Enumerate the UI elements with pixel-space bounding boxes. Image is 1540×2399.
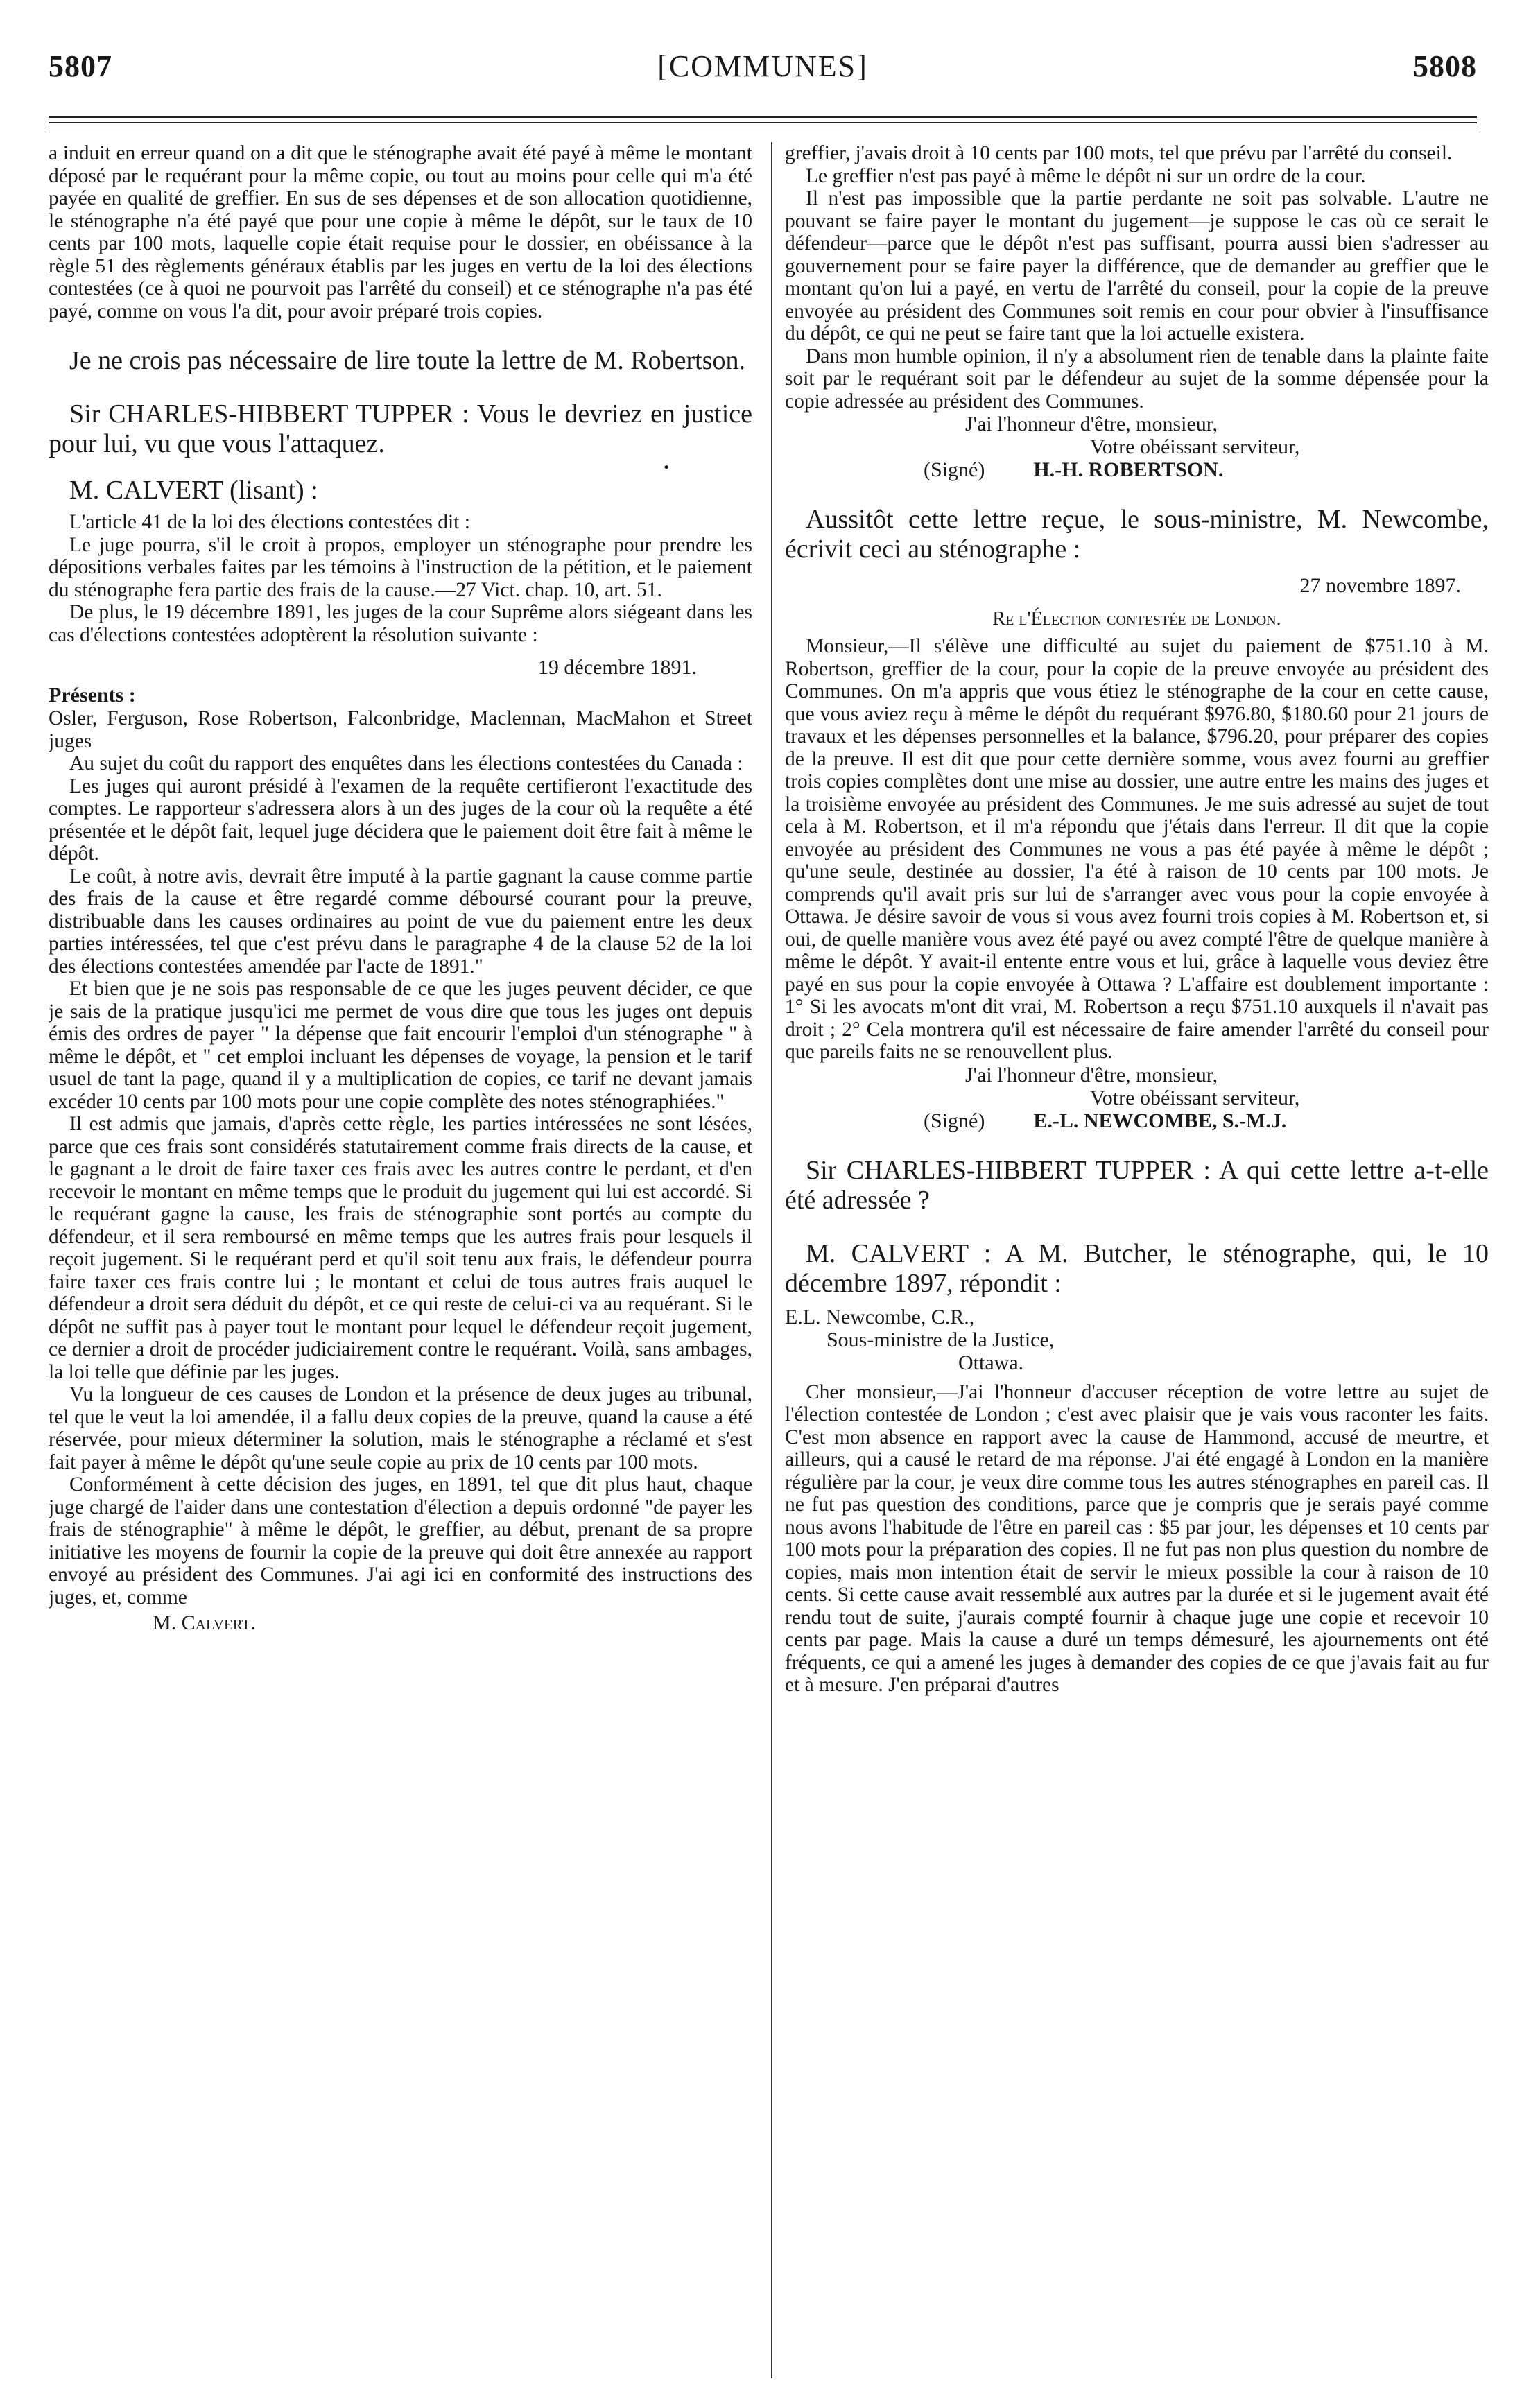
signe-label: (Signé) [924, 458, 985, 481]
paragraph: De plus, le 19 décembre 1891, les juges de la cour Suprême alors siégeant dans les cas d'élections contestées adoptèrent la résolution suivante : [49, 601, 752, 646]
left-column [49, 142, 752, 2382]
header-rule-top [49, 116, 1477, 118]
date-line: 27 novembre 1897. [1299, 574, 1461, 597]
page-number-right: 5808 [1413, 49, 1477, 83]
paragraph: Les juges qui auront présidé à l'examen de la requête certifieront l'exactitude des comptes. Le rapporteur s'adressera alors à un des juges de la cour où la requête a été présentée et le dépôt fait, lequel juge décidera que le paiement doit être fait à même le dépôt. [49, 774, 752, 865]
speech-paragraph: M. CALVERT : A M. Butcher, le sténographe, qui, le 10 décembre 1897, répondit : [785, 1238, 1489, 1298]
paragraph: a induit en erreur quand on a dit que le sténographe avait été payé à même le montant déposé par le requérant pour la même copie, ou tout au moins pour celle qui m'a été payée en qualité de greffier. En sus de ses dépenses et de son allocation quotidienne, le sténographe n'a été payé que pour une copie à même le dépôt, sur le taux de 10 cents par 100 mots, laquelle copie était requise pour le dossier, en obéissance à la règle 51 des règlements généraux établis par les juges en vertu de la loi des élections contestées (ce à quoi ne pourvoit pas l'arrêté du conseil) et ce sténographe n'a pas été payé, comme on vous l'a dit, pour avoir préparé trois copies. [49, 142, 752, 322]
closing-line: J'ai l'honneur d'être, monsieur, [965, 413, 1218, 435]
signature-name: H.-H. ROBERTSON. [1033, 458, 1224, 481]
paragraph: Au sujet du coût du rapport des enquêtes dans les élections contestées du Canada : [69, 752, 743, 774]
address-line: E.L. Newcombe, C.R., [785, 1305, 975, 1328]
speaker-line: M. CALVERT (lisant) : [69, 476, 318, 505]
speech-paragraph: Sir CHARLES-HIBBERT TUPPER : Vous le devriez en justice pour lui, vu que vous l'attaquez. [49, 399, 752, 458]
paragraph: Il est admis que jamais, d'après cette règle, les parties intéressées ne sont lésées, parce que ces frais sont considérés statutairement comme frais directs de la cause, et le gagnant a le droit de faire taxer ces frais avec les autres contre le perdant, et d'en recevoir le montant en même temps que le produit du jugement qui lui est accordé. Si le requérant gagne la cause, les frais de sténographie sont portés au compte du défendeur, et il sera remboursé en même temps que les autres frais pour lesquels il reçoit jugement. Si le requérant perd et qu'il soit tenu aux frais, le défendeur pourra faire taxer ces frais contre lui ; le montant et celui de tous autres frais auquel le défendeur a droit sera déduit du dépôt, et ce qui reste de celui-ci va au requérant. Si le dépôt ne suffit pas à payer tout le montant pour lequel le défendeur reçoit jugement, ce dernier a droit de procéder judiciairement contre le requérant. Voilà, sans ambages, la loi telle que définie par les juges. [49, 1113, 752, 1383]
right-column [785, 142, 1489, 2382]
closing-line: Votre obéissant serviteur, [1090, 1086, 1300, 1109]
paragraph: Conformément à cette décision des juges, en 1891, tel que dit plus haut, chaque juge chargé de l'aider dans une contestation d'élection a depuis ordonné "de payer les frais de sténographie" à même le dépôt, le greffier, au début, prenant de sa propre initiative les moyens de fournir la copie de la preuve qui doit être annexée au rapport envoyé au président des Communes. J'ai agi ici en conformité des instructions des juges, et, comme [49, 1473, 752, 1609]
paragraph: Cher monsieur,—J'ai l'honneur d'accuser réception de votre lettre au sujet de l'élection contestée de London ; c'est avec plaisir que je vais vous raconter les faits. C'est mon absence en rapport avec la cause de Hammond, accusé de meurtre, et ailleurs, qui a causé le retard de ma réponse. J'ai été engagé à London en la manière régulière par la cour, je veux dire comme tous les autres sténographes en pareil cas. Il ne fut pas question des conditions, parce que je compris que je serais payé comme nous avons l'habitude de l'être en pareil cas : $5 par jour, les dépenses et 10 cents par 100 mots pour la préparation des copies. Il ne fut pas non plus question du nombre de copies, mais mon intention était de servir le mieux possible la cour à raison de 10 cents. Si cette cause avait ressemblé aux autres par la durée et si le jugement avait été rendu tout de suite, j'aurais compté fournir à chaque juge une copie et recevoir 10 cents par page. Mais la cause a duré un temps démesuré, les ajournements ont été fréquents, ce qui a amené les juges à demander des copies de ce que j'avais fait au fur et à mesure. J'en préparai d'autres [785, 1380, 1489, 1696]
paragraph: Dans mon humble opinion, il n'y a absolument rien de tenable dans la plainte faite soit par le requérant soit par le défendeur au sujet de la somme dépensée pour la copie adressée au président des Communes. [785, 345, 1489, 413]
paragraph: greffier, j'avais droit à 10 cents par 100 mots, tel que prévu par l'arrêté du conseil. [785, 142, 1453, 164]
speech-paragraph: Aussitôt cette lettre reçue, le sous-ministre, M. Newcombe, écrivit ceci au sténographe : [785, 505, 1489, 564]
speech-paragraph: Je ne crois pas nécessaire de lire toute la lettre de M. Robertson. [69, 346, 745, 375]
header-rule-bottom [49, 122, 1477, 123]
signature-row [785, 458, 1489, 481]
paragraph: Le coût, à notre avis, devrait être imputé à la partie gagnant la cause comme partie des frais de la cause et être regardé comme déboursé courant pour la preuve, distribuable dans les causes ordinaires au point de vue du paiement entre les deux parties intéressées, tel que c'est prévu dans le paragraphe 4 de la clause 52 de la loi des élections contestées amendée par l'acte de 1891." [49, 865, 752, 978]
closing-line: Votre obéissant serviteur, [1090, 435, 1300, 458]
paragraph: Il n'est pas impossible que la partie perdante ne soit pas solvable. L'autre ne pouvant se faire payer le montant du jugement—je suppose le cas où ce serait le défendeur—parce que le dépôt n'est pas suffisant, pourra aussi bien s'adresser au gouvernement pour se faire payer la différence, que de demander au greffier que le montant qu'on lui a payé, en vertu de l'arrêté du conseil, pour la copie de la preuve envoyée au président des Communes soit remis en cour pour obvier à l'insuffisance du dépôt, ce qui ne peut se faire tant que la loi actuelle existera. [785, 187, 1489, 345]
column-divider [771, 142, 772, 2378]
paragraph: L'article 41 de la loi des élections contestées dit : [69, 511, 470, 533]
date-line: 19 décembre 1891. [537, 656, 697, 679]
paragraph: Le greffier n'est pas payé à même le dépôt ni sur un ordre de la cour. [806, 164, 1366, 187]
bullet-mark: • [664, 458, 669, 476]
signature-row [785, 1109, 1489, 1132]
speech-paragraph: Sir CHARLES-HIBBERT TUPPER : A qui cette lettre a-t-elle été adressée ? [785, 1155, 1489, 1215]
paragraph: Et bien que je ne sois pas responsable de ce que les juges peuvent décider, ce que je sais de la pratique jusqu'ici me permet de vous dire que tous les juges ont depuis émis des ordres de payer " la dépense que fait encourir l'emploi d'un sténographe " à même le dépôt, et " cet emploi incluant les dépenses de voyage, la pension et le tarif usuel de tant la page, quand il y a multiplication de copies, ce tarif ne devant jamais excéder 10 cents par 100 mots pour une copie complète des notes sténographiées." [49, 978, 752, 1113]
page-header [49, 49, 1477, 104]
signature-name: E.-L. NEWCOMBE, S.-M.J. [1033, 1109, 1287, 1132]
signe-label: (Signé) [924, 1109, 985, 1132]
paragraph: Osler, Ferguson, Rose Robertson, Falconbridge, Maclennan, MacMahon et Street juges [49, 707, 752, 752]
closing-line: J'ai l'honneur d'être, monsieur, [965, 1063, 1218, 1086]
paragraph: Vu la longueur de ces causes de London et la présence de deux juges au tribunal, tel que le veut la loi amendée, il a fallu deux copies de la preuve, quand la cause a été réservée, pour mieux déterminer la solution, mais le sténographe a réclamé et s'est fait payer à même le dépôt qu'une seule copie au prix de 10 cents par 100 mots. [49, 1383, 752, 1473]
paragraph: Le juge pourra, s'il le croit à propos, employer un sténographe pour prendre les dépositions verbales faites par les témoins à l'instruction de la pétition, et le paiement du sténographe fera partie des frais de la cause.—27 Vict. chap. 10, art. 51. [49, 533, 752, 601]
address-line: Ottawa. [958, 1351, 1024, 1374]
paragraph: Monsieur,—Il s'élève une difficulté au sujet du paiement de $751.10 à M. Robertson, greffier de la cour, pour la copie de la preuve envoyée au président des Communes. On m'a appris que vous étiez le sténographe de la cour en cette cause, que vous aviez reçu à même le dépôt du requérant $976.80, $180.60 pour 21 jours de travaux et les dépenses personnelles et la balance, $796.20, pour préparer des copies de la preuve. Il est dit que pour cette dernière somme, vous avez fourni au greffier trois copies complètes dont une mise au dossier, une autre entre les mains des juges et la troisième envoyée au président des Communes. Je me suis adressé au sujet de tout cela à M. Robertson, et il m'a répondu que j'étais dans l'erreur. Il dit que la copie envoyée au président des Communes ne vous a pas été payée à même le dépôt ; qu'une seule, destinée au dossier, l'a été à raison de 10 cents par 100 mots. Je comprends qu'il avait pris sur lui de s'arranger avec vous pour la copie envoyée à Ottawa. Je désire savoir de vous si vous avez fourni trois copies à M. Robertson et, si oui, de quelle manière vous avez été payé ou avez compté l'être de quelque manière à même le dépôt. Y avait-il entente entre vous et lui, grâce à laquelle vous deviez être payé en sus pour la copie envoyée à Ottawa ? L'affaire est doublement importante : 1° Si les avocats m'ont dit vrai, M. Robertson a reçu $751.10 auxquels il n'avait pas droit ; 2° Cela montrera qu'il est nécessaire de faire amender l'arrêté du conseil pour que pareils faits ne se renouvellent plus. [785, 635, 1489, 1063]
page-title: [COMMUNES] [657, 49, 868, 83]
presents-label: Présents : [49, 684, 136, 707]
subject-line: Re l'Élection contestée de London. [992, 608, 1281, 630]
page-number-left: 5807 [49, 49, 112, 83]
address-line: Sous-ministre de la Justice, [827, 1328, 1055, 1351]
signature-calvert: M. Calvert. [153, 1611, 256, 1634]
